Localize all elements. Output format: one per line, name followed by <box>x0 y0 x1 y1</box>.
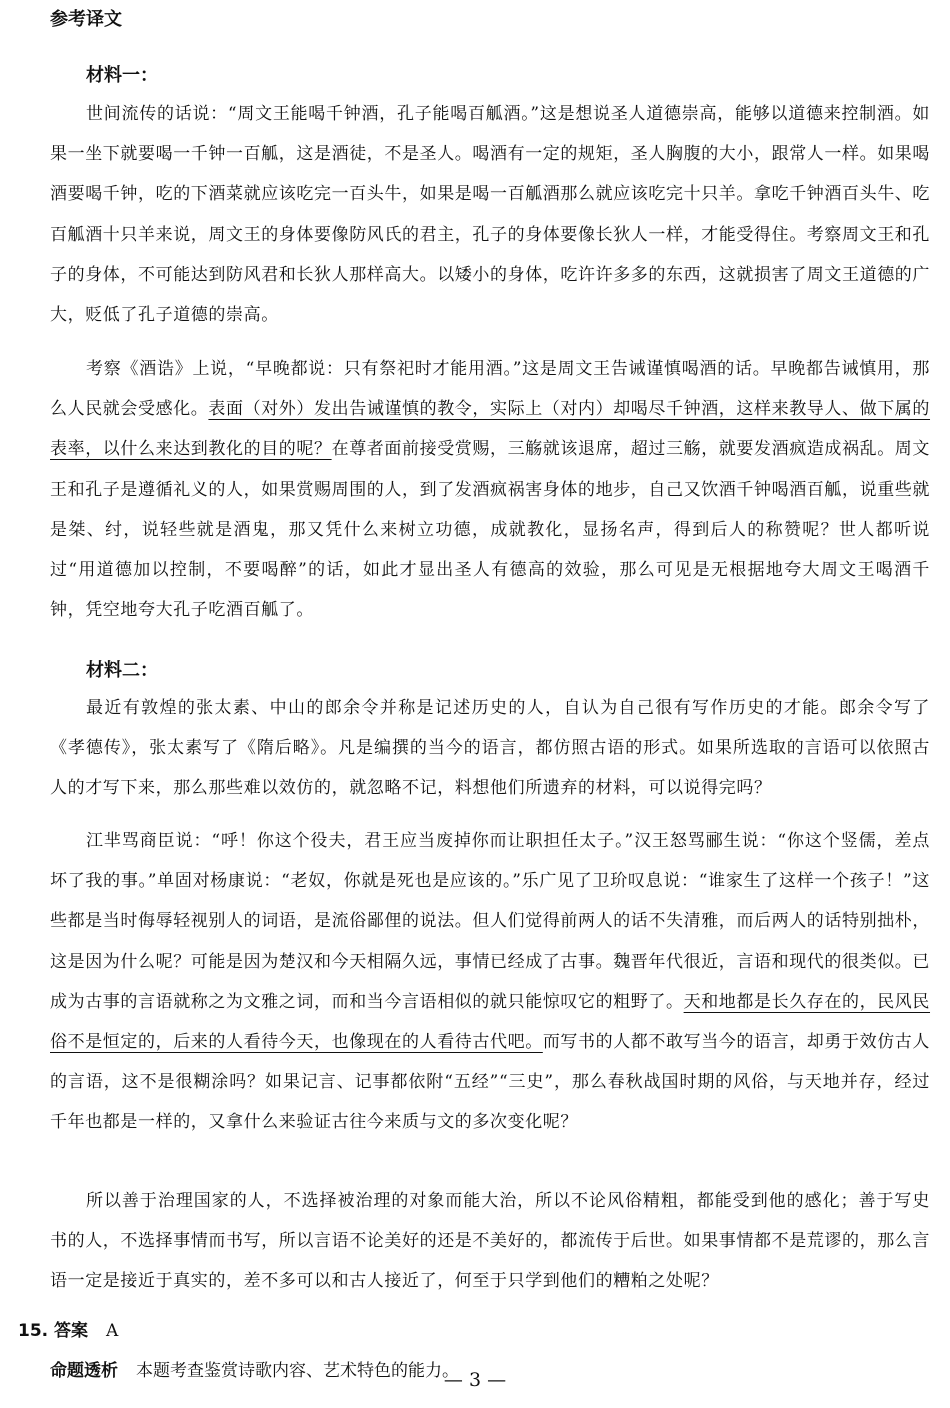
analysis-label: 命题透析 <box>50 1361 118 1381</box>
underlined-sentence: 天和地都是长久存在的，民风民俗不是恒定的，后来的人看待今天，也像现在的人看待古代吧。 <box>50 991 931 1053</box>
paragraph-text: 江芈骂商臣说：“呼！你这个役夫，君王应当废掉你而让职担任太子。”汉王怒骂郦生说：“你这个竖儒，差点坏了我的事。”单固对杨康说：“老奴，你就是死也是应该的。”乐广见了卫玠叹息说：“谁家生了这样一个孩子！”这些都是当时侮辱轻视别人的词语，是流俗鄙俚的说法。但人们觉得前两人的话不失清雅，而后两人的话特别拙朴，这是因为什么呢？可能是因为楚汉和今天相隔久远，事情已经成了古事。魏晋年代很近，言语和现代的很类似。已成为古事的言语就称之为文雅之词，而和当今言语相似的就只能惊叹它的粗野了。 <box>50 831 930 1012</box>
paragraph-text: 考察《酒诰》上说，“早晚都说：只有祭祀时才能用酒。”这是周文王告诫谨慎喝酒的话。早晚都告诫慎用，那么人民就会受感化。 <box>50 359 930 420</box>
material-two-paragraph-1: 最近有敦煌的张太素、中山的郎余令并称是记述历史的人，自认为自己很有写作历史的才能。郎余令写了《孝德传》，张太素写了《隋后略》。凡是编撰的当今的语言，都仿照古语的形式。如果所选取的言语可以依照古人的才写下来，那么那些难以效仿的，就忽略不记，料想他们所遗弃的材料，可以说得完吗？ <box>50 698 930 799</box>
answer-value: A <box>106 1321 119 1341</box>
page-number: — 3 — <box>443 1369 507 1391</box>
answer-label: 15. 答案 <box>18 1321 89 1341</box>
paragraph-text: 在尊者面前接受赏赐，三觞就该退席，超过三觞，就要发酒疯造成祸乱。周文王和孔子是遵循礼义的人，如果赏赐周围的人，到了发酒疯祸害身体的地步，自己又饮酒千钟喝酒百觚，说重些就是桀、纣，说轻些就是酒鬼，那又凭什么来树立功德，成就教化，显扬名声，得到后人的称赞呢？世人都听说过“用道德加以控制，不要喝醉”的话，如此才显出圣人有德高的效验，那么可见是无根据地夸大周文王喝酒千钟，凭空地夸大孔子吃酒百觚了。 <box>50 439 931 621</box>
material-two-paragraph-2 <box>50 821 930 1143</box>
paragraph-text: 而写书的人都不敢写当今的语言，却勇于效仿古人的言语，这不是很糊涂吗？如果记言、记事都依附“五经”“三史”，那么春秋战国时期的风俗，与天地并存，经过千年也都是一样的，又拿什么来验证古往今来质与文的多次变化呢？ <box>50 1032 931 1133</box>
question-15-answer <box>18 1319 118 1343</box>
material-two-paragraph-3: 所以善于治理国家的人，不选择被治理的对象而能大治，所以不论风俗精粗，都能受到他的感化；善于写史书的人，不选择事情而书写，所以言语不论美好的还是不美好的，都流传于后世。如果事情都不是荒谬的，那么言语一定是接近于真实的，差不多可以和古人接近了，何至于只学到他们的糟粕之处呢？ <box>50 1191 930 1292</box>
underlined-sentence: 表面（对外）发出告诫谨慎的教令，实际上（对内）却喝尽千钟酒，这样来教导人、做下属的表率，以什么来达到教化的目的呢？ <box>50 399 931 460</box>
material-one-title: 材料一： <box>86 65 158 86</box>
material-two-title: 材料二： <box>86 660 158 681</box>
section-heading: 参考译文 <box>50 9 122 30</box>
material-one-paragraph-2 <box>50 349 930 630</box>
analysis-text: 本题考查鉴赏诗歌内容、艺术特色的能力。 <box>136 1361 459 1381</box>
material-one-paragraph-1: 世间流传的话说：“周文王能喝千钟酒，孔子能喝百觚酒。”这是想说圣人道德崇高，能够以道德来控制酒。如果一坐下就要喝一千钟一百觚，这是酒徒，不是圣人。喝酒有一定的规矩，圣人胸腹的大小，跟常人一样。如果喝酒要喝千钟，吃的下酒菜就应该吃完一百头牛，如果是喝一百觚酒那么就应该吃完十只羊。拿吃千钟酒百头牛、吃百觚酒十只羊来说，周文王的身体要像防风氏的君主，孔子的身体要像长狄人一样，才能受得住。考察周文王和孔子的身体，不可能达到防风君和长狄人那样高大。以矮小的身体，吃许许多多的东西，这就损害了周文王道德的广大，贬低了孔子道德的崇高。 <box>50 104 930 326</box>
